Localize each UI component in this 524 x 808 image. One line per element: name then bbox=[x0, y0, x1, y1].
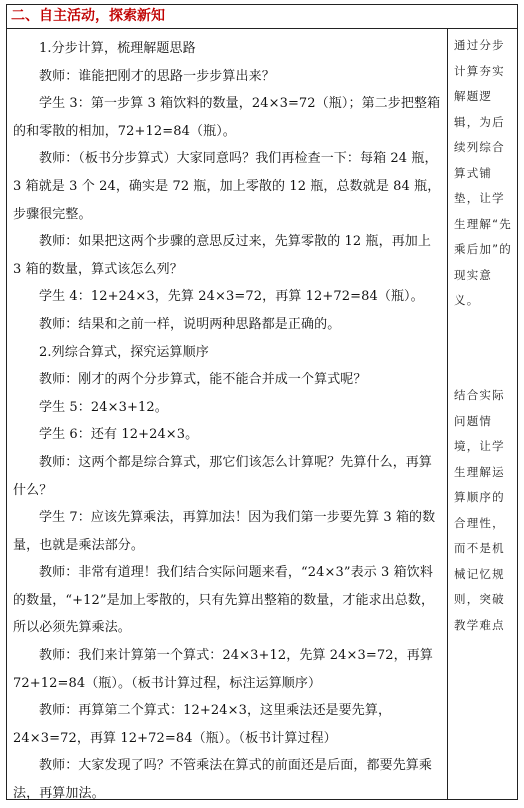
paragraph-teacher: 教师：刚才的两个分步算式，能不能合并成一个算式呢？ bbox=[39, 372, 367, 388]
paragraph-teacher: 教师：这两个都是综合算式，那它们该怎么计算呢？先算什么，再算什么？ bbox=[13, 454, 433, 498]
paragraph-student-4: 学生 4：12+24×3，先算 24×3=72，再算 12+72=84（瓶）。 bbox=[39, 289, 424, 305]
section-title: 二、自主活动，探索新知 bbox=[11, 8, 165, 24]
paragraph-student-6: 学生 6：还有 12+24×3。 bbox=[39, 427, 199, 443]
paragraph-student-7: 学生 7：应该先算乘法，再算加法！因为我们第一步要先算 3 箱的数量，也就是乘法部分。 bbox=[13, 510, 436, 553]
paragraph-teacher: 教师：非常有道理！我们结合实际问题来看，“24×3”表示 3 箱饮料的数量，“+12”是加上零散的，只有先算出整箱的数量，才能求出总数，所以必须先算乘法。 bbox=[13, 565, 435, 636]
paragraph-student-5: 学生 5：24×3+12。 bbox=[39, 399, 168, 415]
lesson-table bbox=[6, 4, 518, 800]
paragraph-student-3: 学生 3：第一步算 3 箱饮料的数量，24×3=72（瓶）；第二步把整箱的和零散的相加，72+12=84（瓶）。 bbox=[13, 96, 441, 139]
paragraph-teacher: 教师：（板书分步算式）大家同意吗？我们再检查一下：每箱 24 瓶，3 箱就是 3 个 24，确实是 72 瓶，加上零散的 12 瓶，总数就是 84 瓶，步骤很完整。 bbox=[13, 151, 441, 222]
design-note: 通过分步计算夯实解题逻辑，为后续列综合算式铺垫，让学生理解“先乘后加”的现实意义。 bbox=[454, 38, 512, 307]
lesson-content bbox=[7, 29, 447, 802]
design-note: 结合实际问题情境，让学生理解运算顺序的合理性，而不是机械记忆规则，突破教学难点 bbox=[454, 388, 505, 632]
paragraph-teacher: 教师：大家发现了吗？不管乘法在算式的前面还是后面，都要先算乘法，再算加法。 bbox=[13, 758, 433, 802]
paragraph-teacher: 教师：再算第二个算式：12+24×3，这里乘法还是要先算，24×3=72，再算 12+72=84（瓶）。（板书计算过程） bbox=[13, 703, 392, 746]
paragraph-teacher: 教师：结果和之前一样，说明两种思路都是正确的。 bbox=[39, 316, 341, 332]
section-header bbox=[7, 5, 517, 29]
paragraph-step-heading: 1.分步计算，梳理解题思路 bbox=[39, 41, 196, 56]
paragraph-step-heading: 2.列综合算式，探究运算顺序 bbox=[39, 344, 209, 360]
paragraph-teacher: 教师：谁能把刚才的思路一步步算出来？ bbox=[39, 68, 275, 84]
design-intent-column bbox=[448, 29, 517, 799]
paragraph-teacher: 教师：如果把这两个步骤的意思反过来，先算零散的 12 瓶，再加上 3 箱的数量，算式该怎么列？ bbox=[13, 234, 432, 277]
paragraph-teacher: 教师：我们来计算第一个算式：24×3+12，先算 24×3=72，再算 72+12=84（瓶）。（板书计算过程，标注运算顺序） bbox=[13, 648, 433, 691]
